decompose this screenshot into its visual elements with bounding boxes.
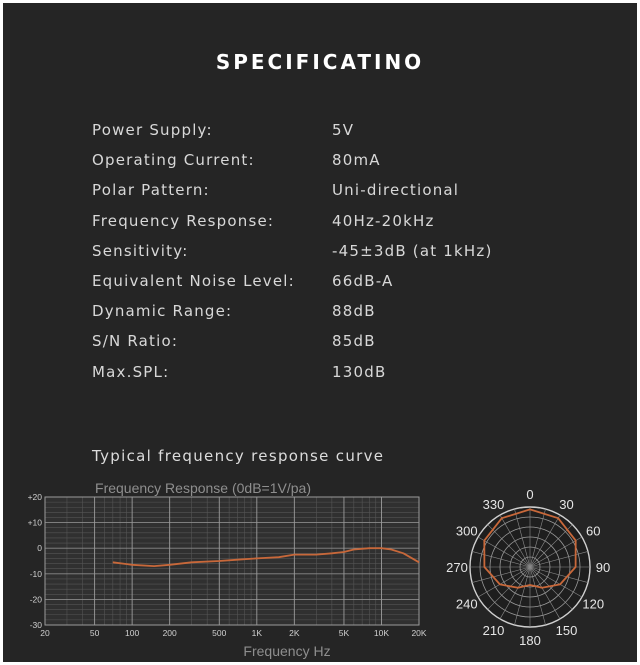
spec-label: Frequency Response: xyxy=(92,211,275,230)
polar-angle-label: 30 xyxy=(559,496,574,512)
polar-angle-label: 60 xyxy=(585,523,601,539)
x-tick-label: 2K xyxy=(289,628,300,638)
polar-angle-label: 180 xyxy=(519,633,541,648)
polar-angle-label: 330 xyxy=(482,496,505,512)
y-tick-label: +20 xyxy=(27,492,42,502)
x-tick-label: 20 xyxy=(40,628,50,638)
y-tick-label: +10 xyxy=(27,517,42,528)
polar-angle-label: 300 xyxy=(455,523,478,539)
spec-value: Uni-directional xyxy=(332,181,460,200)
polar-angle-label: 270 xyxy=(446,560,468,575)
spec-value: 88dB xyxy=(332,302,376,321)
chart-title: Frequency Response (0dB=1V/pa) xyxy=(95,480,311,496)
polar-angle-label: 120 xyxy=(582,596,605,612)
y-tick-label: 0 xyxy=(37,543,42,554)
spec-label: Equivalent Noise Level: xyxy=(92,272,295,290)
chart-plot-area xyxy=(45,497,419,625)
polar-angle-label: 210 xyxy=(482,623,505,639)
x-tick-label: 50 xyxy=(89,628,100,638)
curve-heading: Typical frequency response curve xyxy=(92,447,385,465)
x-tick-label: 100 xyxy=(125,628,140,638)
polar-angle-label: 240 xyxy=(455,596,478,612)
x-tick-label: 1K xyxy=(251,628,263,638)
y-tick-label: -20 xyxy=(29,594,42,605)
polar-angle-label: 90 xyxy=(595,560,611,575)
spec-value: 130dB xyxy=(332,362,387,381)
spec-label: Polar Pattern: xyxy=(92,181,210,200)
y-tick-label: -10 xyxy=(29,568,42,579)
spec-value: 5V xyxy=(332,121,355,139)
spec-value: 85dB xyxy=(332,332,376,351)
spec-label: Operating Current: xyxy=(92,151,255,170)
polar-angle-label: 0 xyxy=(526,487,534,502)
spec-label: Max.SPL: xyxy=(92,362,170,381)
page-title: SPECIFICATINO xyxy=(215,50,425,74)
spec-value: 66dB-A xyxy=(332,272,394,290)
x-tick-label: 20K xyxy=(411,628,427,638)
spec-label: Sensitivity: xyxy=(92,241,189,260)
x-tick-label: 10K xyxy=(373,628,390,638)
spec-value: 40Hz-20kHz xyxy=(332,211,435,230)
x-tick-label: 500 xyxy=(212,628,227,638)
x-tick-label: 200 xyxy=(162,628,177,638)
spec-value: 80mA xyxy=(332,151,381,170)
spec-label: S/N Ratio: xyxy=(92,332,179,351)
x-axis-label: Frequency Hz xyxy=(243,643,331,659)
polar-angle-label: 150 xyxy=(555,623,578,639)
spec-label: Power Supply: xyxy=(92,121,213,139)
y-tick-label: -30 xyxy=(29,620,42,630)
spec-label: Dynamic Range: xyxy=(92,302,233,321)
x-tick-label: 5K xyxy=(338,628,350,638)
spec-value: -45±3dB (at 1kHz) xyxy=(332,241,493,260)
